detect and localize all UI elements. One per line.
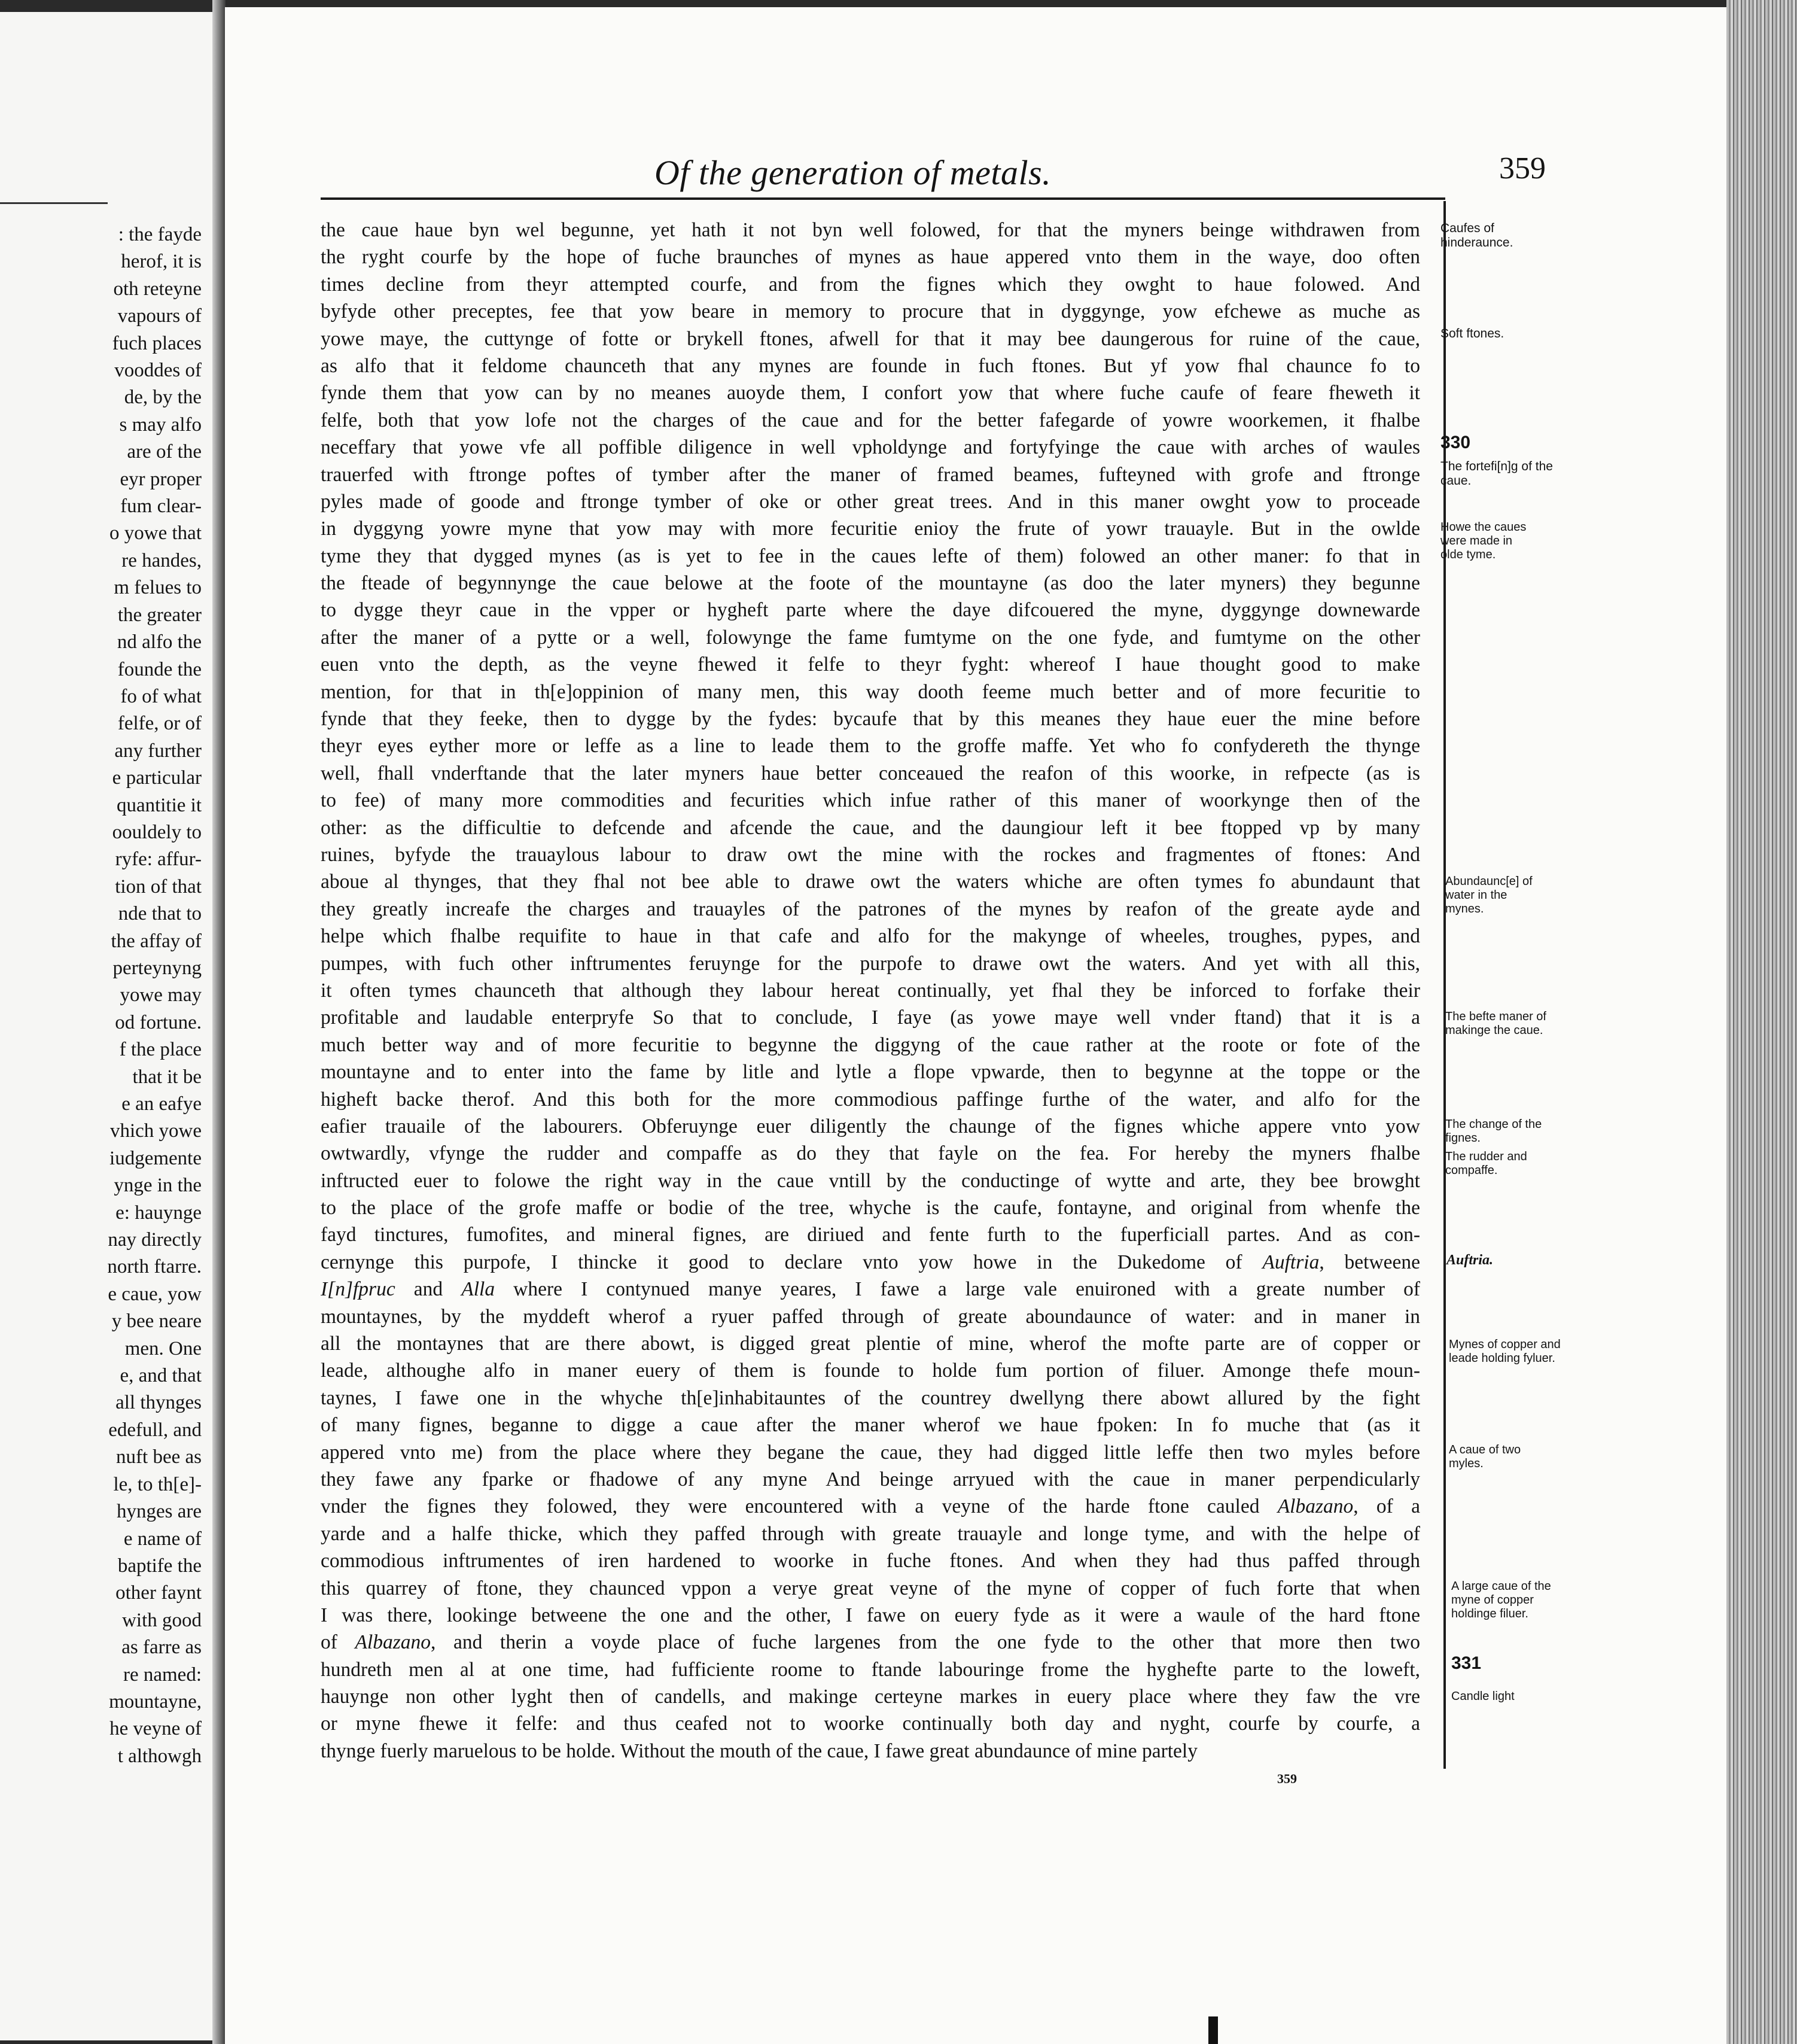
facing-page-line: e name of bbox=[123, 1528, 202, 1550]
body-line: aboue al thynges, that they fhal not bee able to drawe owt the waters whiche are often tymes fo abundaunt that bbox=[321, 871, 1420, 893]
margin-note: The befte maner of makinge the caue. bbox=[1445, 1010, 1546, 1037]
facing-page-line: e caue, yow bbox=[108, 1283, 202, 1305]
page-number: 359 bbox=[1499, 151, 1546, 185]
facing-page-line: as farre as bbox=[121, 1637, 202, 1659]
body-line: to the place of the grofe maffe or bodie of the tree, whyche is the caufe, fontayne, and original from whenfe the bbox=[321, 1197, 1420, 1219]
page-edges bbox=[1726, 0, 1797, 2044]
body-line: much better way and of more fecuritie to begynne the diggyng of the caue rather at the roote or fote of the bbox=[321, 1033, 1420, 1056]
facing-page-line: north ftarre. bbox=[107, 1256, 202, 1278]
facing-page-line: edefull, and bbox=[108, 1419, 202, 1441]
facing-page-line: tion of that bbox=[115, 875, 202, 898]
body-text bbox=[321, 217, 1420, 1765]
facing-page-line: fuch places bbox=[112, 332, 202, 354]
facing-page-line: that it be bbox=[132, 1066, 202, 1088]
body-line: hundreth men al at one time, had fufficiente roome to ftande labouringe frome the hyghefte parte to the loweft, bbox=[321, 1658, 1420, 1681]
body-line: they greatly increafe the charges and trauayles of the patrones of the mynes by reafon of the greate ayde and bbox=[321, 898, 1420, 920]
facing-page-line: herof, it is bbox=[121, 251, 202, 273]
facing-page-line: m felues to bbox=[114, 577, 202, 599]
body-line: thynge fuerly maruelous to be holde. Without the mouth of the caue, I fawe great abundaunce of mine partely bbox=[321, 1739, 1198, 1762]
facing-page-line: fum clear- bbox=[120, 495, 202, 518]
body-line: the caue haue byn wel begunne, yet hath it not byn well folowed, for that the myners beinge withdrawen from bbox=[321, 219, 1420, 241]
facing-page-line: s may alfo bbox=[119, 413, 202, 436]
body-line: to dygge theyr caue in the vpper or hygheft parte where the daye difcouered the myne, dyggynge downewarde bbox=[321, 599, 1420, 622]
facing-page-line: vapours of bbox=[117, 305, 202, 327]
facing-page-line: nuft bee as bbox=[116, 1446, 202, 1468]
margin-note: Soft ftones. bbox=[1440, 327, 1504, 340]
body-line: ruines, byfyde the trauaylous labour to draw owt the mine with the rockes and fragmentes of ftones: And bbox=[321, 843, 1420, 866]
facing-page-line: : the fayde bbox=[118, 224, 202, 245]
facing-page-line: re handes, bbox=[121, 549, 202, 571]
body-line: mountayne and to enter into the fame by litle and lytle a flope vpwarde, then to begynne at the toppe or the bbox=[321, 1061, 1420, 1084]
margin-note: The fortefi[n]g of the caue. bbox=[1440, 460, 1553, 488]
body-line: theyr eyes eyther more or leffe as a line to leade them to the groffe maffe. Yet who fo confydereth the thynge bbox=[321, 735, 1420, 758]
body-line: this quarrey of ftone, they chaunced vppon a verye great veyne of the myne of copper of fuch forte that when bbox=[321, 1577, 1420, 1599]
margin-note: Caufes of hinderaunce. bbox=[1440, 221, 1513, 250]
facing-page-line: o yowe that bbox=[109, 522, 202, 545]
body-line: mountaynes, by the myddeft wherof a ryuer paffed through of greate aboundaunce of water: and in maner in bbox=[321, 1305, 1420, 1328]
facing-page-line: re named: bbox=[123, 1663, 202, 1686]
body-line: trauerfed with ftronge poftes of tymber after the maner of framed beames, fufteyned with grofe and ftronge bbox=[321, 463, 1420, 486]
body-line: of Albazano, and therin a voyde place of fuche largenes from the one fyde to the other that more then two bbox=[321, 1631, 1420, 1654]
margin-note: Candle light bbox=[1451, 1690, 1515, 1703]
body-line: fynde that they feeke, then to dygge by the fydes: bycaufe that by this meanes they haue euer the mine before bbox=[321, 708, 1420, 731]
body-line: inftructed euer to folowe the right way in the caue vntill by the conductinge of wytte and arte, they bee browght bbox=[321, 1169, 1420, 1192]
body-line: or myne fhewe it felfe: and thus ceafed not to woorke continually both day and nyght, courfe by courfe, a bbox=[321, 1713, 1420, 1735]
facing-page-line: oouldely to bbox=[112, 821, 202, 843]
facing-page-line: men. One bbox=[124, 1337, 202, 1359]
body-line: taynes, I fawe one in the whyche th[e]inhabitauntes of the countrey dwellyng there abowt allured by the fight bbox=[321, 1386, 1420, 1409]
body-line: to fee) of many more commodities and fecurities which infue rather of this maner of woorkynge then of the bbox=[321, 789, 1420, 812]
italic-name: Auftria bbox=[1262, 1251, 1320, 1273]
body-line: byfyde other preceptes, fee that yow beare in memory to procure that in dyggynge, yow efchewe as muche as bbox=[321, 300, 1420, 323]
facing-page-line: eyr proper bbox=[120, 468, 202, 490]
facing-page-line: he veyne of bbox=[109, 1718, 202, 1740]
facing-page-line: oth reteyne bbox=[113, 278, 202, 300]
facing-page-line: all thynges bbox=[115, 1392, 202, 1414]
facing-page-line: fo of what bbox=[120, 685, 202, 707]
body-line: the fteade of begynnynge the caue belowe at the foote of the mountayne (as doo the later myners) they begunne bbox=[321, 572, 1420, 595]
margin-note: Mynes of copper and leade holding fyluer. bbox=[1449, 1338, 1561, 1365]
body-line: fayd tinctures, fumofites, and mineral fignes, are diriued and fente furth to the fuperficiall partes. And as con- bbox=[321, 1224, 1420, 1246]
facing-page-line: perteynyng bbox=[112, 957, 202, 979]
footer-page-number: 359 bbox=[1277, 1771, 1297, 1786]
body-line: mention, for that in th[e]oppinion of many men, this way dooth feeme much better and of more fecuritie to bbox=[321, 680, 1420, 703]
body-line: of many fignes, beganne to digge a caue after the maner wherof we haue fpoken: In fo muche that (as it bbox=[321, 1414, 1420, 1437]
body-line: in dyggyng yowre myne that yow may with more fecuritie enioy the frute of yowr trauayle. But in the owlde bbox=[321, 518, 1420, 540]
header-rule bbox=[321, 197, 1445, 200]
facing-page-line: e: hauynge bbox=[115, 1202, 202, 1224]
body-line: times decline from theyr attempted courfe, and from the fignes which they owght to haue folowed. And bbox=[321, 273, 1420, 296]
facing-page-line: e an eafye bbox=[121, 1093, 202, 1115]
facing-page-line: iudgemente bbox=[109, 1147, 202, 1169]
facing-page-line: yowe may bbox=[120, 984, 202, 1006]
body-line: leade, althoughe alfo in maner euery of them is founde to holde fum portion of filuer. Amonge thefe moun- bbox=[321, 1359, 1420, 1382]
italic-name: I[n]fpruc bbox=[321, 1278, 395, 1301]
body-line: as alfo that it feldome chaunceth that any mynes are founde in fuch ftones. But yf yow fhal chaunce fo to bbox=[321, 354, 1420, 377]
facing-page-line: e, and that bbox=[120, 1365, 202, 1387]
body-line: they fawe any fparke or fhadowe of any myne And beinge arryued with the caue in maner perpendicularly bbox=[321, 1468, 1420, 1491]
body-line: helpe which fhalbe requifite to haue in that cafe and alfo for the makynge of wheeles, troughes, pypes, and bbox=[321, 925, 1420, 948]
facing-page-line: are of the bbox=[127, 441, 202, 463]
facing-page-line: nay directly bbox=[108, 1229, 202, 1251]
margin-note-number: 331 bbox=[1451, 1653, 1482, 1673]
facing-page-line: e particular bbox=[112, 767, 202, 789]
facing-page bbox=[0, 12, 212, 2040]
running-title: Of the generation of metals. bbox=[654, 153, 1052, 192]
body-line: pyles made of goode and ftronge tymber of oke or other great trees. And in this maner owght yow to proceade bbox=[321, 490, 1420, 513]
book-gutter bbox=[212, 0, 226, 2044]
body-line: well, fhall vnderftande that the later myners haue better conceaued the reafon of this woorke, in refpecte (as is bbox=[321, 762, 1420, 784]
facing-page-line: mountayne, bbox=[109, 1690, 202, 1713]
facing-page-line: founde the bbox=[117, 658, 202, 680]
margin-note: A large caue of the myne of copper holdinge filuer. bbox=[1451, 1580, 1551, 1620]
body-line: yowe maye, the cuttynge of fotte or brykell ftones, afwell for that it may bee daungerous for ruine of the caue, bbox=[321, 327, 1420, 350]
facing-page-line: ryfe: affur- bbox=[115, 848, 202, 871]
facing-page-line: with good bbox=[122, 1609, 202, 1631]
facing-page-line: t althowgh bbox=[117, 1745, 202, 1767]
body-line: commodious inftrumentes of iren hardened to woorke in fuche ftones. And when they had thus paffed through bbox=[321, 1550, 1420, 1572]
body-line: all the montaynes that are there abowt, is digged great plentie of mine, wherof the mofte parte are of copper or bbox=[321, 1333, 1420, 1355]
facing-page-line: the greater bbox=[117, 604, 202, 626]
body-line: hauynge non other lyght then of candells, and makinge certeyne markes in euery place where they faw the vre bbox=[321, 1686, 1420, 1708]
facing-page-line: f the place bbox=[119, 1039, 202, 1061]
margin-note-number: 330 bbox=[1440, 433, 1471, 452]
body-line: it often tymes chaunceth that although they labour hereat continually, yet fhal they be inforced to forfake their bbox=[321, 979, 1420, 1002]
margin-note: Abundaunc[e] of water in the mynes. bbox=[1445, 875, 1533, 915]
binding-mark bbox=[1208, 2016, 1218, 2044]
facing-page-line: nd alfo the bbox=[117, 631, 202, 653]
margin-note: The rudder and compaffe. bbox=[1445, 1150, 1527, 1177]
body-line: I[n]fpruc and Alla where I contynued manye yeares, I fawe a large vale enuironed with a greate number of bbox=[321, 1278, 1420, 1301]
body-line: pumpes, with fuch other inftrumentes feruynge for the purpofe to drawe owt the waters. And yet with all this, bbox=[321, 952, 1420, 975]
italic-name: Alla bbox=[461, 1278, 495, 1301]
facing-page-line: le, to th[e]- bbox=[113, 1473, 202, 1495]
body-line: after the maner of a pytte or a well, folowynge the fame fumtyme on the one fyde, and fumtyme on the other bbox=[321, 626, 1420, 649]
facing-page-line: other faynt bbox=[115, 1582, 202, 1604]
body-line: tyme they that dygged mynes (as is yet to fee in the caues lefte of them) folowed an other maner: fo that in bbox=[321, 545, 1420, 567]
facing-page-rule bbox=[0, 202, 108, 204]
facing-page-line: the affay of bbox=[111, 930, 202, 952]
body-line: neceffary that yowe vfe all poffible diligence in well vpholdynge and fortyfyinge the caue with arches of waules bbox=[321, 436, 1420, 459]
facing-page-line: y bee neare bbox=[111, 1310, 202, 1333]
facing-page-line: vhich yowe bbox=[109, 1120, 202, 1142]
body-line: other: as the difficultie to defcende and afcende the caue, and the daungiour left it bee ftopped vp by many bbox=[321, 816, 1420, 839]
facing-page-line: ynge in the bbox=[114, 1175, 202, 1197]
body-line: yarde and a halfe thicke, which they paffed through with greate trauayle and longe tyme, and with the helpe of bbox=[321, 1522, 1420, 1545]
facing-page-line: de, by the bbox=[124, 387, 202, 409]
body-line: felfe, both that yow lofe not the charges of the caue and for the better fafegarde of yowre woorkemen, it fhalbe bbox=[321, 409, 1420, 431]
italic-name: Albazano bbox=[355, 1631, 431, 1654]
facing-page-line: vooddes of bbox=[114, 360, 202, 382]
body-line: appered vnto me) from the place where they begane the caue, they had digged little leffe then two myles before bbox=[321, 1441, 1420, 1464]
facing-page-line: hynges are bbox=[116, 1501, 202, 1523]
facing-page-line: quantitie it bbox=[116, 794, 202, 816]
body-line: vnder the fignes they folowed, they were encountered with a veyne of the harde ftone cauled Albazano, of a bbox=[321, 1495, 1420, 1518]
margin-note: The change of the fignes. bbox=[1445, 1118, 1542, 1145]
body-line: euen vnto the depth, as the veyne fhewed it felfe to theyr fyght: whereof I haue thought good to make bbox=[321, 653, 1420, 676]
facing-page-line: any further bbox=[114, 740, 202, 762]
facing-page-line: nde that to bbox=[118, 903, 202, 925]
facing-page-line: baptife the bbox=[117, 1555, 202, 1577]
body-line: owtwardly, vfynge the rudder and compaffe as do they that fayle on the fea. For hereby the myners fhalbe bbox=[321, 1142, 1420, 1165]
facing-page-line: od fortune. bbox=[115, 1011, 202, 1033]
body-line: profitable and laudable enterpryfe So that to conclude, I faye (as yowe maye well vnder ftand) that it is a bbox=[321, 1006, 1420, 1029]
body-line: I was there, lookinge betweene the one and the other, I fawe on euery fyde as it were a waule of the hard ftone bbox=[321, 1604, 1420, 1626]
facing-page-line: felfe, or of bbox=[117, 713, 202, 735]
body-line: the ryght courfe by the hope of fuche braunches of mynes as haue appered vnto them in the waye, doo often bbox=[321, 246, 1420, 269]
body-line: fynde them that yow can by no meanes auoyde them, I confort yow that where fuche caufe of feare fheweth it bbox=[321, 382, 1420, 404]
margin-note: Howe the caues were made in olde tyme. bbox=[1440, 521, 1527, 561]
body-line: higheft backe therof. And this both for the more commodious paffinge furthe of the water, and alfo for the bbox=[321, 1088, 1420, 1111]
body-line: cernynge this purpofe, I thincke it good to declare vnto yow howe in the Dukedome of Auftria, betweene bbox=[321, 1251, 1420, 1273]
facing-page-text bbox=[0, 221, 202, 1770]
italic-name: Albazano bbox=[1277, 1495, 1354, 1518]
margin-note: Auftria. bbox=[1446, 1252, 1494, 1268]
body-line: eafier trauaile of the labourers. Obferuynge euer diligently the chaunge of the fignes whiche appere vnto yow bbox=[321, 1115, 1420, 1137]
margin-note: A caue of two myles. bbox=[1449, 1443, 1521, 1470]
